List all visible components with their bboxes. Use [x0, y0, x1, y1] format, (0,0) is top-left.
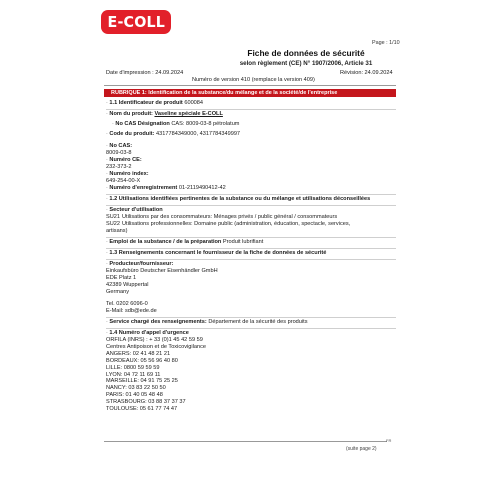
- product-code-value: 4317784349000, 4317784349997: [156, 130, 241, 137]
- product-code-label: Code du produit:: [109, 130, 155, 137]
- cas-number-label: No CAS:: [109, 142, 133, 149]
- print-date: Date d'impression : 24.09.2024: [106, 70, 184, 76]
- header-divider: [104, 85, 396, 86]
- divider: [106, 194, 396, 195]
- cas-designation-label: No CAS Désignation: [115, 120, 170, 127]
- emergency-phone-line: LILLE: 0800 59 59 59: [106, 364, 160, 371]
- section-1-heading: [104, 89, 396, 97]
- info-service-value: Département de la sécurité des produits: [208, 318, 308, 325]
- footer-divider: [104, 441, 387, 442]
- divider: [106, 328, 396, 329]
- product-code-row: · Code du produit: 4317784349000, 4317784349997: [106, 130, 241, 137]
- info-service-label: Service chargé des renseignements:: [109, 318, 207, 325]
- emergency-phone-line: Centres Antipoison et de Toxicovigilance: [106, 343, 207, 350]
- product-identifier-row: · 1.1 Identificateur de produit 600084: [106, 100, 204, 106]
- producer-label-row: · Producteur/fournisseur:: [106, 260, 174, 267]
- identified-uses-heading-row: · 1.2 Utilisations identifiées pertinentes de la substance ou du mélange et utilisations déconseillées: [106, 195, 371, 202]
- emergency-phone-line: NANCY: 03 83 22 50 50: [106, 385, 166, 392]
- emergency-phone-line: LYON: 04 72 11 69 11: [106, 371, 161, 378]
- revision-date: Révision: 24.09.2024: [340, 70, 393, 76]
- address-line: 42389 Wuppertal: [106, 281, 149, 288]
- divider: [106, 109, 396, 110]
- producer-label: Producteur/fournisseur:: [109, 260, 174, 267]
- use-text-su22: Utilisations professionnelles: Domaine public (administration, éducation, spectacle, services,: [122, 220, 351, 227]
- emergency-heading: 1.4 Numéro d'appel d'urgence: [109, 329, 189, 336]
- product-name-value: Vaseline spéciale E-COLL: [154, 110, 223, 117]
- sector-of-use-label: Secteur d'utilisation: [109, 206, 163, 213]
- section-1-content: [106, 100, 396, 413]
- cas-designation-row: · No CAS Désignation CAS: 8009-03-8 pétrolatum: [112, 120, 240, 127]
- product-identifier-value: 600084: [184, 100, 204, 106]
- substance-use-row: · Emploi de la substance / de la préparation Produit lubrifiant: [106, 238, 264, 245]
- ec-number-label: Numéro CE:: [109, 156, 142, 163]
- divider: [106, 237, 396, 238]
- document-header: [0, 48, 500, 67]
- registration-number-value: 01-2119490412-42: [178, 184, 226, 191]
- use-su22-continuation: artisans): [106, 227, 128, 234]
- emergency-phone-line: PARIS: 01 40 05 48 48: [106, 392, 163, 399]
- address-line: Germany: [106, 288, 130, 295]
- document-title: Fiche de données de sécurité: [247, 48, 365, 58]
- emergency-phone-line: BORDEAUX: 05 56 96 40 80: [106, 357, 178, 364]
- supplier-heading: 1.3 Renseignements concernant le fournisseur de la fiche de données de sécurité: [109, 249, 327, 256]
- emergency-phone-line: TOULOUSE: 05 61 77 74 47: [106, 406, 178, 413]
- ec-number-label-row: · Numéro CE:: [106, 156, 142, 163]
- divider: [106, 205, 396, 206]
- index-number-label-row: · Numéro index:: [106, 170, 149, 177]
- sector-of-use-label-row: · Secteur d'utilisation: [106, 206, 163, 213]
- supplier-email[interactable]: E-Mail: sdb@ede.de: [106, 307, 157, 314]
- address-line: Einkaufsbüro Deutscher Eisenhändler GmbH: [106, 267, 218, 274]
- emergency-phone-line: MARSEILLE: 04 91 75 25 25: [106, 378, 178, 385]
- emergency-heading-row: · 1.4 Numéro d'appel d'urgence: [106, 329, 189, 336]
- logo-text: E-COLL: [107, 12, 165, 31]
- index-number-value: 649-254-00-X: [106, 177, 141, 184]
- divider: [106, 317, 396, 318]
- emergency-phone-list: [106, 337, 396, 414]
- cas-designation-value: CAS: 8009-03-8 pétrolatum: [171, 120, 240, 127]
- emergency-phone-line: STRASBOURG: 03 88 37 37 37: [106, 399, 186, 406]
- divider: [106, 259, 396, 260]
- section-1-heading-text: RUBRIQUE 1: Identification de la substance/du mélange et de la société/de l'entreprise: [111, 90, 338, 96]
- index-number-label: Numéro index:: [109, 170, 149, 177]
- page-number: Page : 1/10: [372, 40, 400, 46]
- use-code-su22: SU22: [106, 220, 120, 227]
- product-name-row: · Nom du produit: Vaseline spéciale E-COLL: [106, 110, 223, 117]
- registration-number-label: Numéro d'enregistrement: [109, 184, 178, 191]
- cas-number-label-row: · No CAS:: [106, 142, 133, 149]
- substance-use-value: Produit lubrifiant: [222, 238, 264, 245]
- document-subtitle: selon règlement (CE) N° 1907/2006, Article 31: [239, 59, 373, 67]
- address-line: EDE Platz 1: [106, 274, 137, 281]
- version-number: Numéro de version 410 (remplace la version 409): [192, 77, 315, 83]
- info-service-row: · Service chargé des renseignements: Département de la sécurité des produits: [106, 318, 308, 325]
- identified-uses-heading: 1.2 Utilisations identifiées pertinentes de la substance ou du mélange et utilisations déconseillées: [109, 195, 371, 202]
- substance-use-label: Emploi de la substance / de la préparation: [109, 238, 222, 245]
- cas-number-value: 8009-03-8: [106, 149, 132, 156]
- product-name-label: Nom du produit:: [109, 110, 153, 117]
- company-logo: [101, 10, 171, 34]
- divider: [106, 248, 396, 249]
- document-reference: FR: [386, 438, 392, 443]
- use-code-su21: SU21: [106, 213, 120, 220]
- use-text-su21: Utilisations par des consommateurs: Ménages privés / public général / consommateurs: [122, 213, 338, 220]
- use-su21-row: [106, 214, 396, 221]
- product-identifier-label: 1.1 Identificateur de produit: [109, 100, 183, 106]
- supplier-phone: Tel. 0202 6096-0: [106, 300, 148, 307]
- use-su22-row: [106, 221, 396, 228]
- continued-on-page: (suite page 2): [346, 446, 377, 452]
- ec-number-value: 232-373-2: [106, 163, 132, 170]
- registration-number-row: · Numéro d'enregistrement 01-2119490412-42: [106, 184, 226, 191]
- supplier-heading-row: · 1.3 Renseignements concernant le fournisseur de la fiche de données de sécurité: [106, 249, 327, 256]
- emergency-phone-line: ANGERS: 02 41 48 21 21: [106, 350, 171, 357]
- emergency-phone-line: ORFILA (INRS) : + 33 (0)1 45 42 59 59: [106, 336, 203, 343]
